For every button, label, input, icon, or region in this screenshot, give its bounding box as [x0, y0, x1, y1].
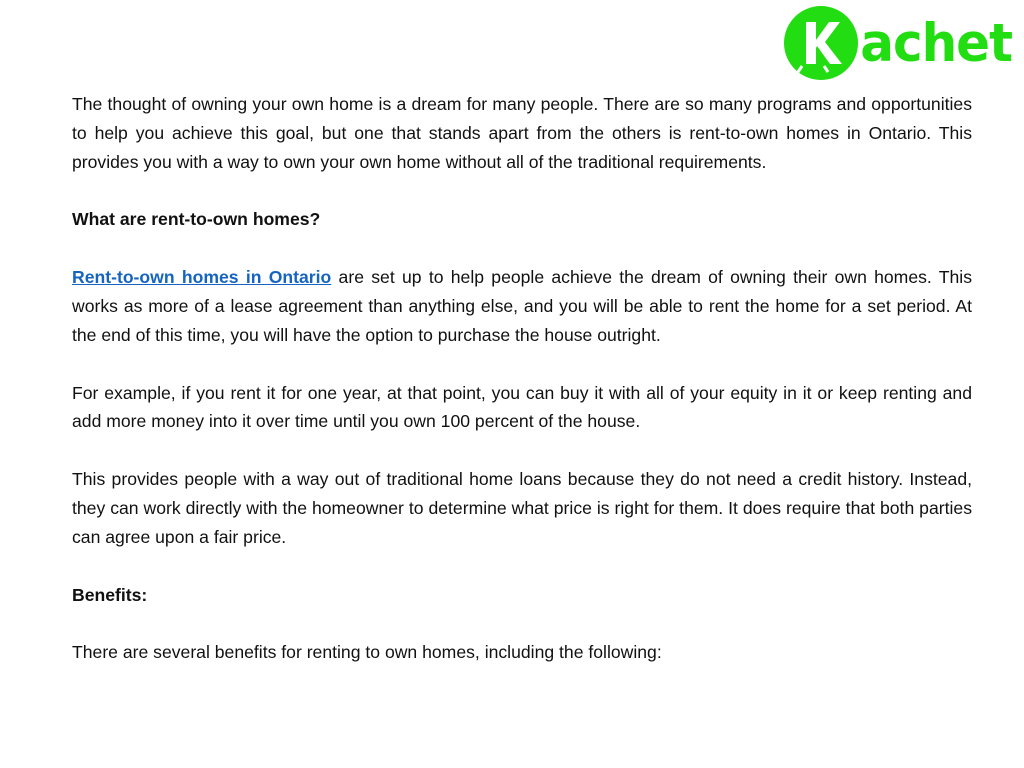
section-heading-benefits: Benefits:: [72, 584, 148, 605]
intro-paragraph: The thought of owning your own home is a dream for many people. There are so many programs and opportunities to help you achieve this goal, but one that stands apart from the others is rent-to-own homes in Ontario. This provides you with a way to own your own home without all of the traditional requirements.: [72, 94, 972, 172]
logo-badge: [784, 6, 858, 80]
rent-to-own-ontario-link[interactable]: Rent-to-own homes in Ontario: [72, 267, 332, 288]
definition-paragraph: [72, 263, 972, 349]
kachet-logo: [784, 6, 1012, 80]
definition-text: are set up to help people achieve the dream of owning their own homes. This works as more of a lease agreement than anything else, and you will be able to rent the home for a set period. At the end of this time, you will have the option to purchase the house outright.: [72, 267, 972, 345]
alternative-paragraph: This provides people with a way out of traditional home loans because they do not need a credit history. Instead, they can work directly with the homeowner to determine what price is right for them. It does require that both parties can agree upon a fair price.: [72, 469, 972, 547]
k-letter-icon: [784, 6, 858, 80]
example-paragraph: For example, if you rent it for one year, at that point, you can buy it with all of your equity in it or keep renting and add more money into it over time until you own 100 percent of the house.: [72, 382, 972, 432]
benefits-intro-paragraph: There are several benefits for renting to own homes, including the following:: [72, 642, 662, 663]
logo-wordmark: achet: [860, 12, 1012, 74]
section-heading-what: What are rent-to-own homes?: [72, 209, 321, 230]
article-body: [72, 90, 972, 696]
